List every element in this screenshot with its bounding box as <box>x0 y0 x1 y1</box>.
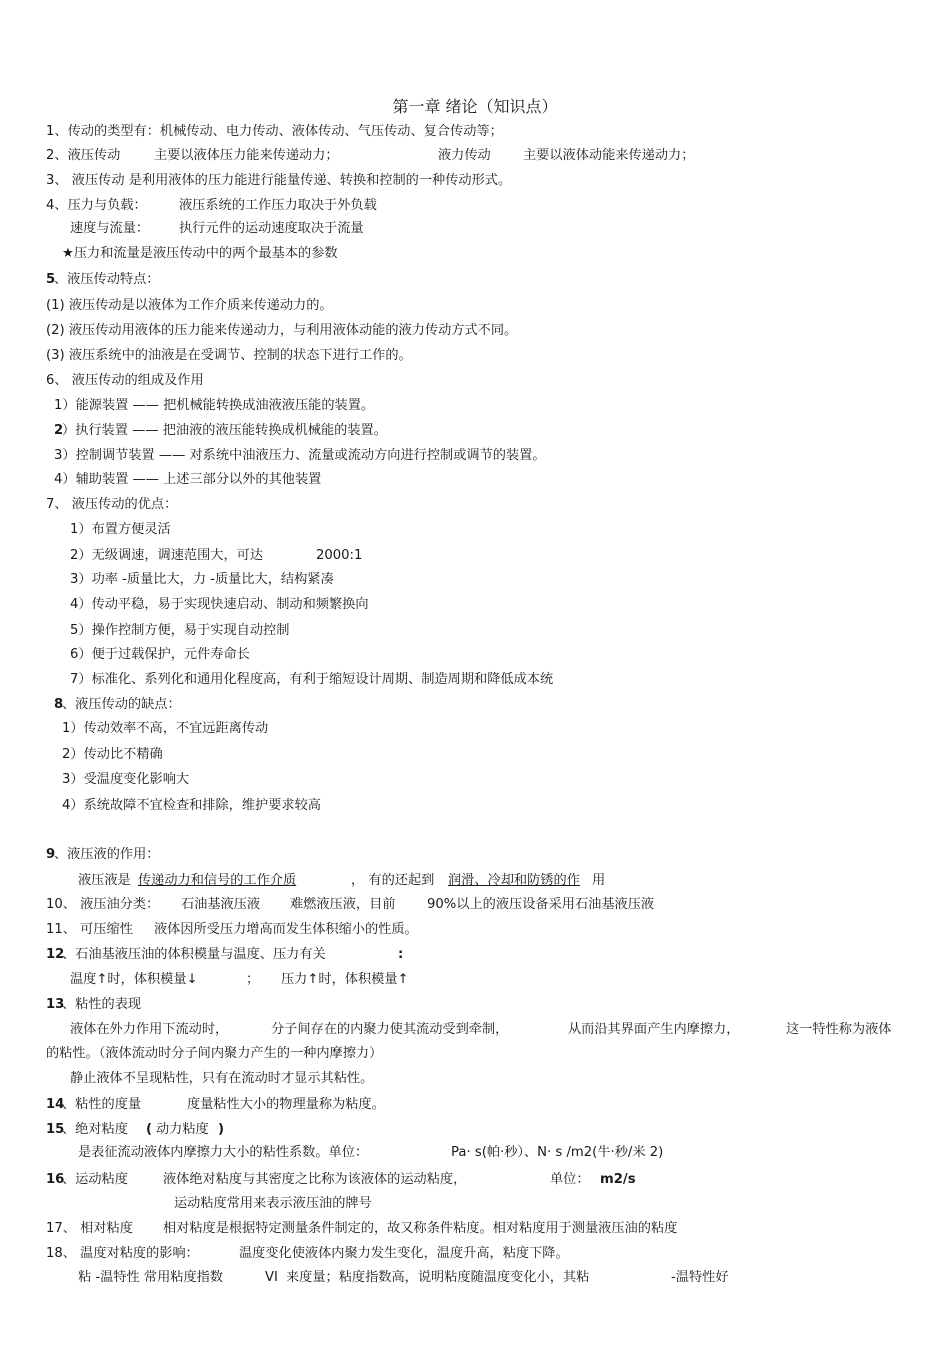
text-line: 液压液是 <box>78 873 131 888</box>
text-line: 11、 可压缩性 <box>46 922 133 937</box>
text-line: 4、压力与负载： <box>46 198 147 213</box>
text-line: ， 有的还起到 <box>351 873 435 888</box>
text-line: 、液压传动的缺点： <box>62 697 181 712</box>
text-line: 7、 液压传动的优点： <box>46 497 178 512</box>
text-line: 运动粘度常用来表示液压油的牌号 <box>174 1196 372 1211</box>
text-line: 、粘性的表现 <box>62 997 142 1012</box>
chapter-title: 第一章 绪论（知识点） <box>392 97 558 116</box>
text-line: 、液压传动特点： <box>54 272 160 287</box>
text-line: 3）功率 -质量比大，力 -质量比大，结构紧凑 <box>70 572 334 587</box>
text-line: 5）操作控制方便，易于实现自动控制 <box>70 623 290 638</box>
text-line: 2）传动比不精确 <box>62 747 163 762</box>
text-line: ）执行装置 —— 把油液的液压能转换成机械能的装置。 <box>62 423 387 438</box>
text-line: 2）无级调速，调速范围大，可达 <box>70 548 264 563</box>
text-line: 相对粘度是根据特定测量条件制定的，故又称条件粘度。相对粘度用于测量液压油的粘度 <box>163 1221 678 1236</box>
text-line: 石油基液压液 <box>181 897 261 912</box>
text-line: 1）能源装置 —— 把机械能转换成油液液压能的装置。 <box>54 398 375 413</box>
text-line: Pa· s(帕·秒）、N· s /m2(牛·秒/米 2) <box>451 1145 664 1160</box>
text-line: 3、 液压传动 是利用液体的压力能进行能量传递、转换和控制的一种传动形式。 <box>46 173 512 188</box>
text-line: m2/s <box>600 1172 636 1187</box>
text-line: 10、 液压油分类： <box>46 897 160 912</box>
text-line: 主要以液体压力能来传递动力； <box>154 148 339 163</box>
text-line: ★压力和流量是液压传动中的两个最基本的参数 <box>62 246 338 261</box>
text-line: 主要以液体动能来传递动力； <box>523 148 695 163</box>
text-line: (3) 液压系统中的油液是在受调节、控制的状态下进行工作的。 <box>46 348 412 363</box>
text-line: 温度变化使液体内聚力发生变化，温度升高，粘度下降。 <box>239 1246 569 1261</box>
text-line: 6）便于过载保护，元件寿命长 <box>70 647 250 662</box>
text-line: ) <box>218 1122 225 1137</box>
text-line: 17、 相对粘度 <box>46 1221 133 1236</box>
text-line: 6、 液压传动的组成及作用 <box>46 373 204 388</box>
text-line: 单位： <box>550 1172 590 1187</box>
text-line: 、运动粘度 <box>62 1172 128 1187</box>
text-line: : <box>398 947 404 962</box>
text-line: VI <box>265 1270 278 1285</box>
text-line: 的粘性。（液体流动时分子间内聚力产生的一种内摩擦力） <box>46 1046 383 1061</box>
text-line: 液体因所受压力增高而发生体积缩小的性质。 <box>154 922 418 937</box>
text-line: 传递动力和信号的工作介质 <box>138 873 297 888</box>
text-line: 分子间存在的内聚力使其流动受到牵制， <box>271 1022 509 1037</box>
text-line: 润滑、冷却和防锈的作 <box>448 873 580 888</box>
text-line: 4）系统故障不宜检查和排除，维护要求较高 <box>62 798 321 813</box>
text-line: 执行元件的运动速度取决于流量 <box>179 221 364 236</box>
text-line: 难燃液压液，目前 <box>290 897 396 912</box>
text-line: 液体在外力作用下流动时， <box>70 1022 229 1037</box>
text-line: ( <box>146 1122 153 1137</box>
text-line: 、石油基液压油的体积模量与温度、压力有关 <box>62 947 326 962</box>
text-line: -温特性好 <box>671 1270 729 1285</box>
text-line: 液体绝对粘度与其密度之比称为该液体的运动粘度， <box>163 1172 467 1187</box>
text-line: 温度↑时，体积模量↓ <box>70 972 198 987</box>
text-line: 8 <box>54 697 64 712</box>
text-line: 12 <box>46 947 65 962</box>
text-line: 1）布置方便灵活 <box>70 522 171 537</box>
text-line: 速度与流量： <box>70 221 150 236</box>
text-line: ； <box>246 972 260 987</box>
text-line: (1) 液压传动是以液体为工作介质来传递动力的。 <box>46 298 333 313</box>
text-line: 2 <box>54 423 64 438</box>
text-line: 粘 -温特性 常用粘度指数 <box>78 1270 224 1285</box>
text-line: 用 <box>592 873 606 888</box>
text-line: 、绝对粘度 <box>62 1122 128 1137</box>
text-line: 动力粘度 <box>156 1122 209 1137</box>
text-line: 静止液体不呈现粘性，只有在流动时才显示其粘性。 <box>70 1071 374 1086</box>
text-line: 18、 温度对粘度的影响： <box>46 1246 199 1261</box>
text-line: 5 <box>46 272 56 287</box>
text-line: 13 <box>46 997 65 1012</box>
text-line: 3）控制调节装置 —— 对系统中油液压力、流量或流动方向进行控制或调节的装置。 <box>54 448 546 463</box>
text-line: 1、传动的类型有：机械传动、电力传动、液体传动、气压传动、复合传动等； <box>46 124 503 139</box>
text-line: 液力传动 <box>438 148 491 163</box>
text-line: 这一特性称为液体 <box>786 1022 892 1037</box>
text-line: 、液压液的作用： <box>54 847 160 862</box>
text-line: 1）传动效率不高，不宜远距离传动 <box>62 721 269 736</box>
text-line: 来度量；粘度指数高，说明粘度随温度变化小，其粘 <box>286 1270 590 1285</box>
text-line: 4）传动平稳，易于实现快速启动、制动和频繁换向 <box>70 597 369 612</box>
text-line: (2) 液压传动用液体的压力能来传递动力，与利用液体动能的液力传动方式不同。 <box>46 323 518 338</box>
text-line: 、粘性的度量 <box>62 1097 142 1112</box>
text-line: 2、液压传动 <box>46 148 121 163</box>
text-line: 9 <box>46 847 56 862</box>
text-line: 4）辅助装置 —— 上述三部分以外的其他装置 <box>54 472 322 487</box>
text-line: 液压系统的工作压力取决于外负载 <box>179 198 377 213</box>
text-line: 3）受温度变化影响大 <box>62 772 190 787</box>
text-line: 16 <box>46 1172 65 1187</box>
text-line: 90%以上的液压设备采用石油基液压液 <box>427 897 655 912</box>
text-line: 7）标准化、系列化和通用化程度高，有利于缩短设计周期、制造周期和降低成本统 <box>70 672 554 687</box>
text-line: 度量粘性大小的物理量称为粘度。 <box>187 1097 385 1112</box>
text-line: 从而沿其界面产生内摩擦力， <box>568 1022 740 1037</box>
text-line: 2000:1 <box>316 548 363 563</box>
text-line: 14 <box>46 1097 65 1112</box>
text-line: 是表征流动液体内摩擦力大小的粘性系数。单位： <box>78 1145 369 1160</box>
text-line: 15 <box>46 1122 65 1137</box>
text-line: 压力↑时，体积模量↑ <box>281 972 409 987</box>
